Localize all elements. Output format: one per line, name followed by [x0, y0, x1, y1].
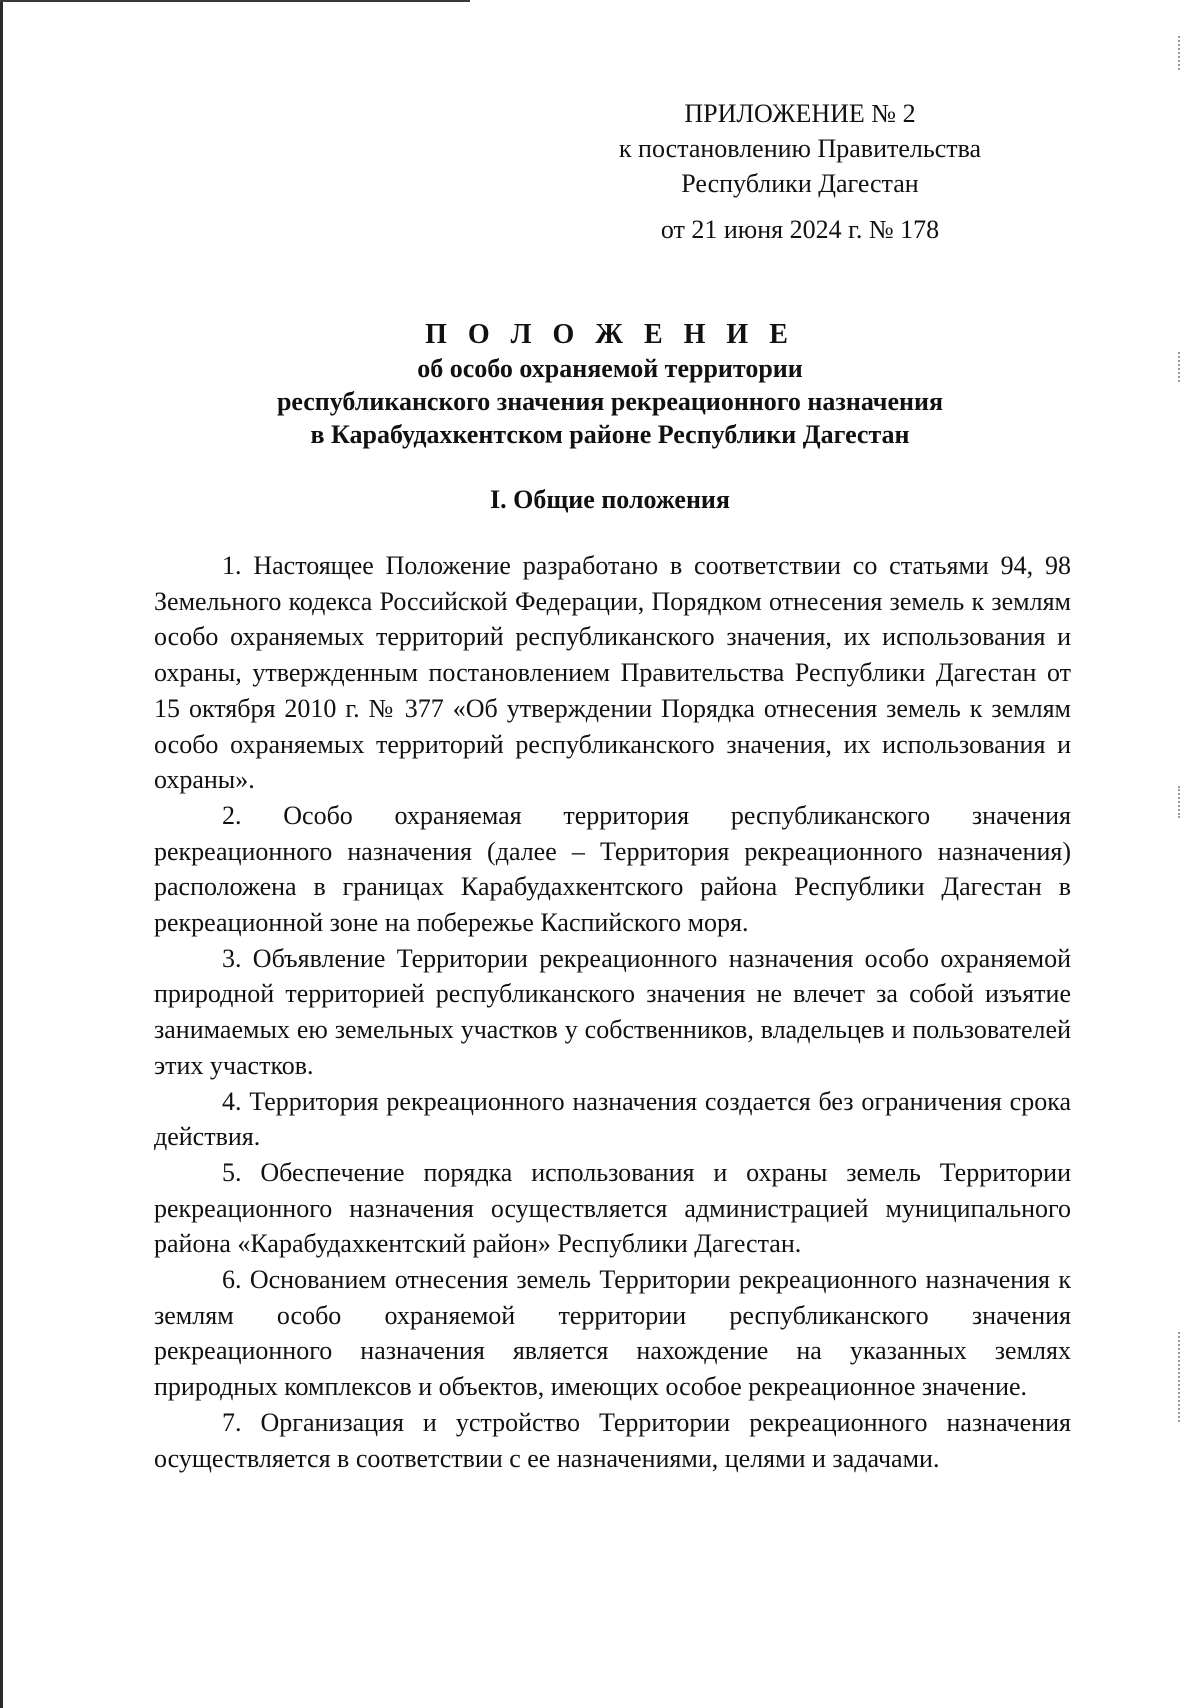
annex-reference: к постановлению Правительства	[618, 134, 982, 163]
subtitle-line: республиканского значения рекреационного назначения	[276, 387, 944, 416]
annex-issuer: Республики Дагестан	[681, 169, 919, 198]
paragraph-5: 5. Обеспечение порядка использования и охраны земель Территории рекреационного назначения осуществляется администрацией муниципального района «Карабудахкентский район» Республики Дагестан.	[154, 1157, 1071, 1259]
annex-date: от 21 июня 2024 г. № 178	[660, 215, 940, 244]
scan-margin-dots	[1178, 36, 1180, 70]
document-title: П О Л О Ж Е Н И Е	[425, 319, 795, 350]
paragraph-3: 3. Объявление Территории рекреационного назначения особо охраняемой природной территорией республиканского значения не влечет за собой изъятие занимаемых ею земельных участков у собственников, владельцев и пользователей этих участков.	[154, 943, 1071, 1080]
section-body	[154, 548, 1071, 1476]
paragraph-4: 4. Территория рекреационного назначения создается без ограничения срока действия.	[154, 1086, 1071, 1152]
scan-margin-dots	[1178, 352, 1180, 382]
scan-edge-left	[0, 0, 3, 1708]
paragraph-1: 1. Настоящее Положение разработано в соответствии со статьями 94, 98 Земельного кодекса Российской Федерации, Порядком отнесения земель к землям особо охраняемых территорий республиканского значения, их использования и охраны, утвержденным постановлением Правительства Республики Дагестан от 15 октября 2010 г. № 377 «Об утверждении Порядка отнесения земель к землям особо охраняемых территорий республиканского значения, их использования и охраны».	[154, 551, 1071, 795]
document-subtitle	[150, 352, 1070, 451]
paragraph-2: 2. Особо охраняемая территория республиканского значения рекреационного назначения (далее – Территория рекреационного назначения) расположена в границах Карабудахкентского района Республики Дагестан в рекреационной зоне на побережье Каспийского моря.	[154, 800, 1071, 938]
annex-number: ПРИЛОЖЕНИЕ № 2	[684, 99, 916, 128]
scan-margin-dots	[1178, 786, 1180, 818]
subtitle-line: в Карабудахкентском районе Республики Дагестан	[310, 420, 910, 449]
scan-margin-dots	[1178, 1332, 1180, 1422]
subtitle-line: об особо охраняемой территории	[417, 354, 803, 383]
paragraph-7: 7. Организация и устройство Территории рекреационного назначения осуществляется в соответствии с ее назначениями, целями и задачами.	[154, 1407, 1071, 1473]
annex-block	[560, 96, 1040, 201]
section-heading: I. Общие положения	[490, 485, 730, 514]
scan-edge-top	[0, 0, 470, 2]
paragraph-6: 6. Основанием отнесения земель Территории рекреационного назначения к землям особо охраняемой территории республиканского значения рекреационного назначения является нахождение на указанных землях природных комплексов и объектов, имеющих особое рекреационное значение.	[154, 1265, 1071, 1402]
